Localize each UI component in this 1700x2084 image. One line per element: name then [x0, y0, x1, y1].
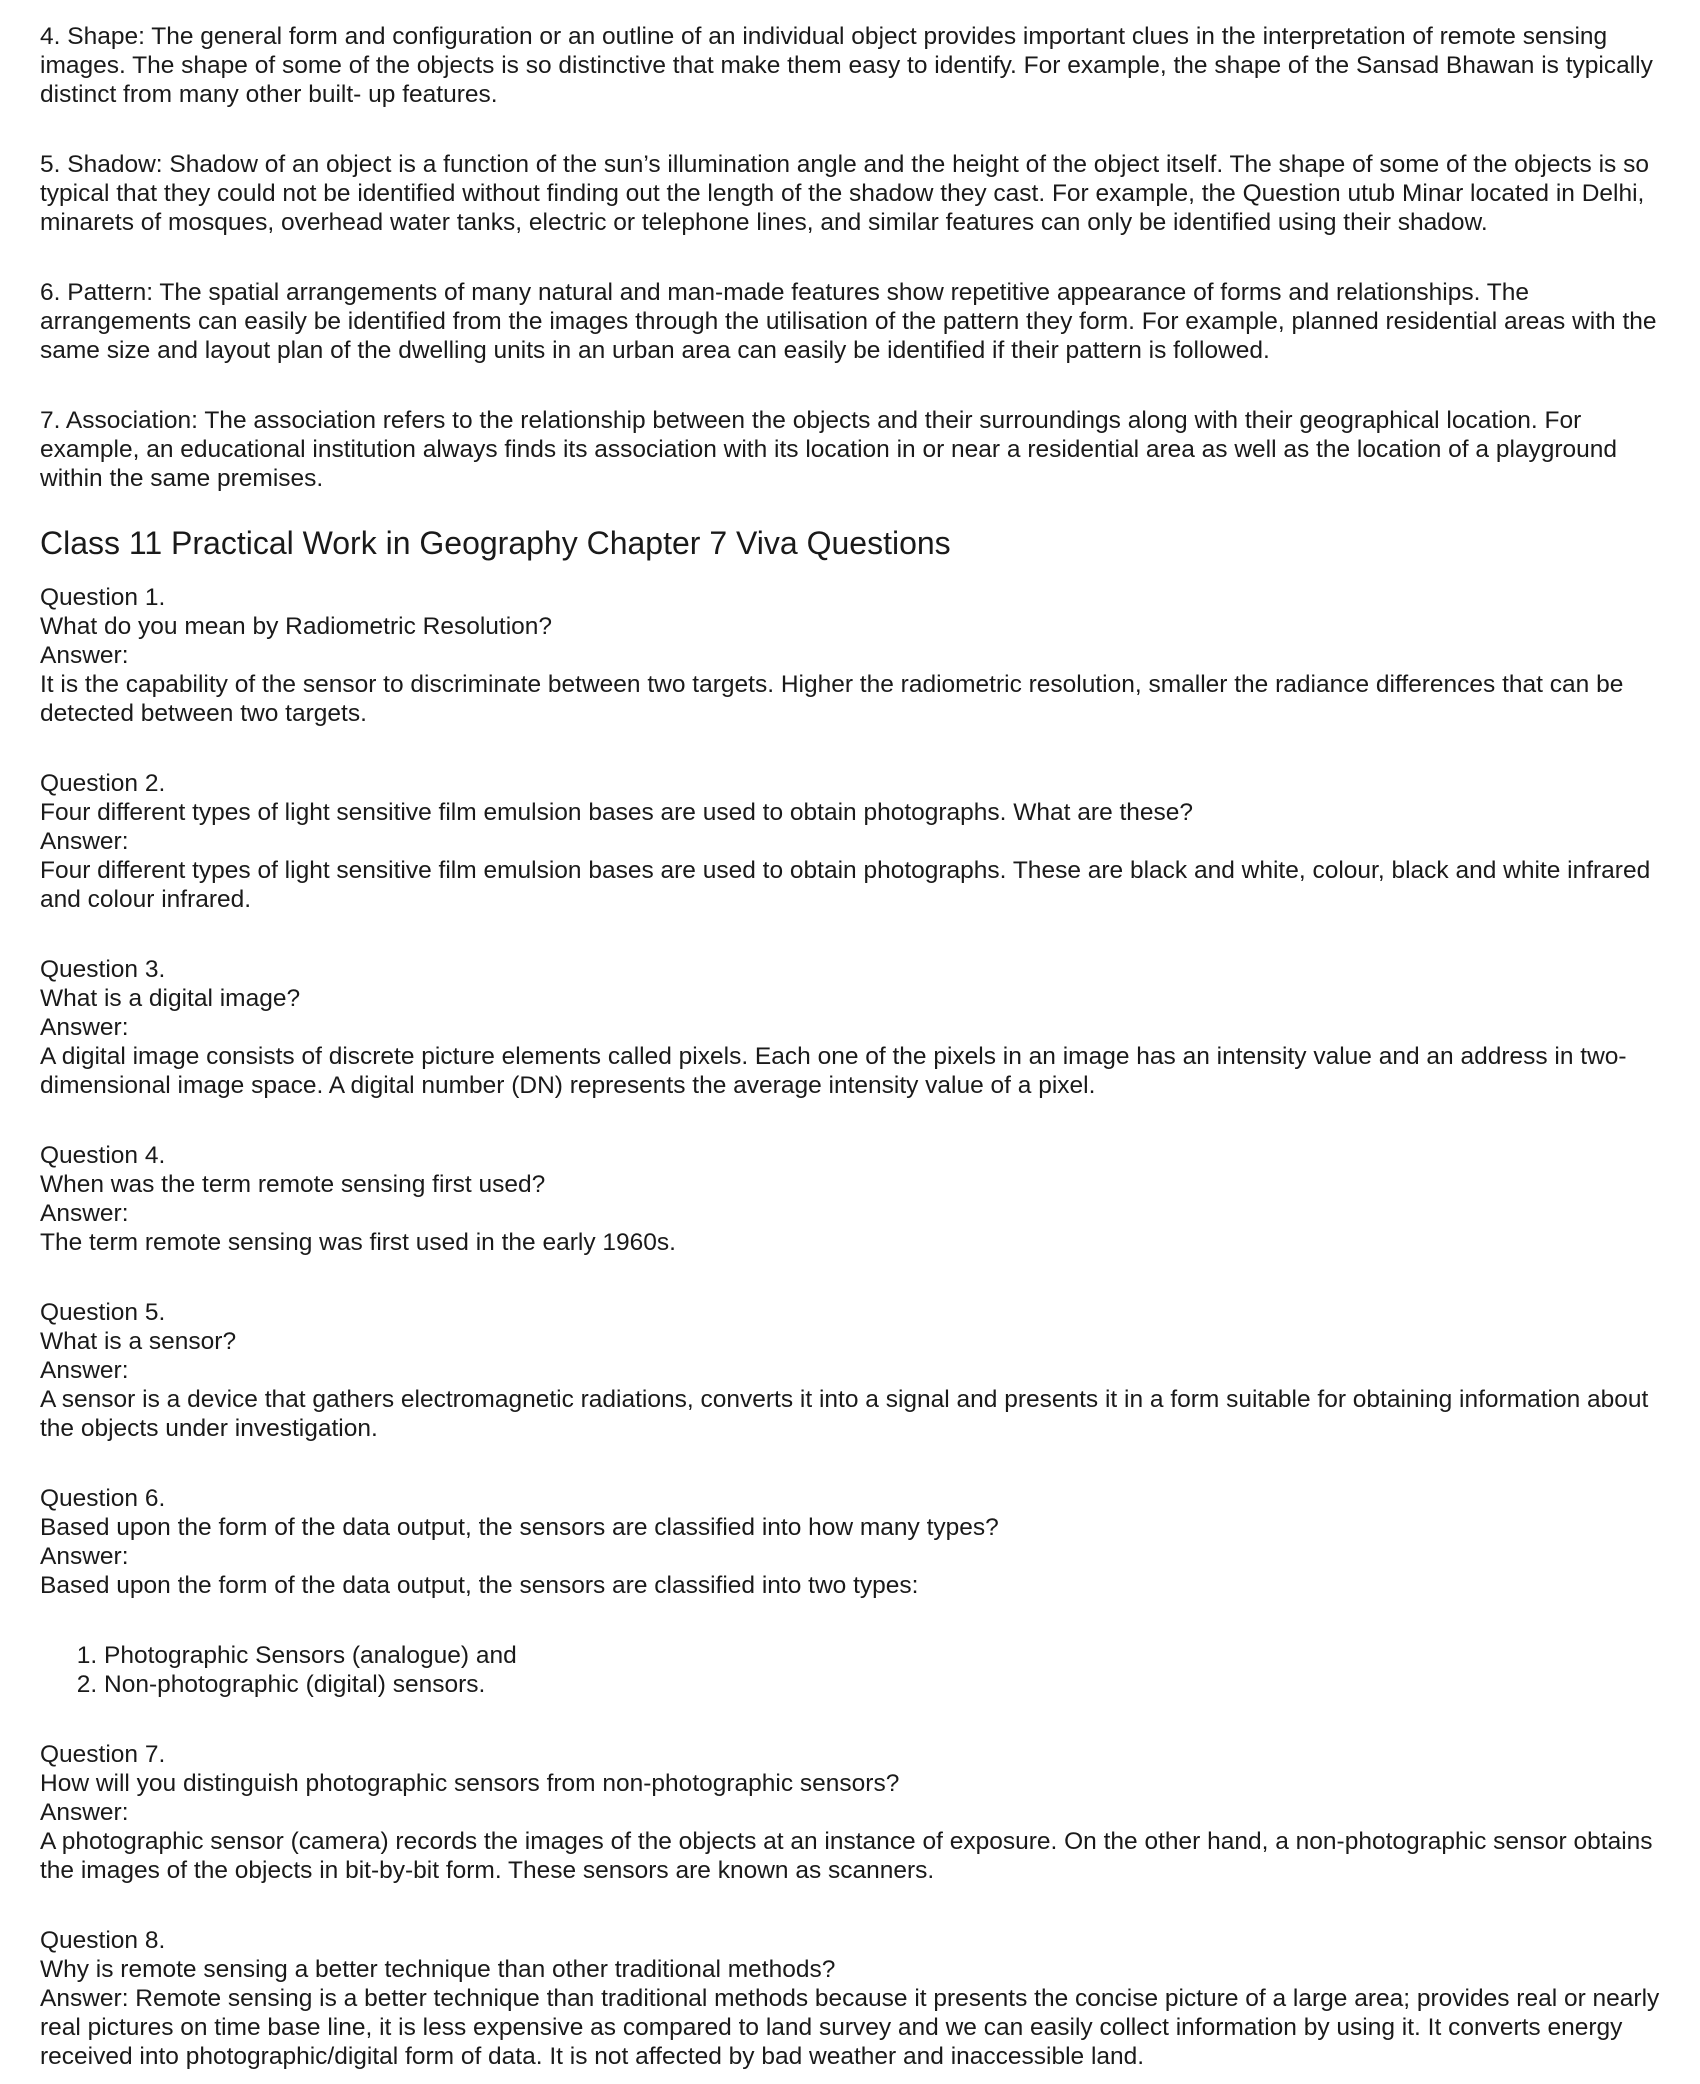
question-text: Four different types of light sensitive film emulsion bases are used to obtain photographs. What are these?	[40, 799, 1194, 826]
question-text: How will you distinguish photographic sensors from non-photographic sensors?	[40, 1770, 900, 1797]
answer-text: Answer: Remote sensing is a better technique than traditional methods because it presents the concise picture of a large area; provides real or nearly real pictures on time base line, it is less expensive as compared to land survey and we can easily collect information by using it. It converts energy received into photographic/digital form of data. It is not affected by bad weather and inaccessible land.	[40, 1985, 1660, 2070]
question-label: Question 1.	[40, 584, 166, 611]
answer-label: Answer:	[40, 1200, 129, 1227]
answer-text: It is the capability of the sensor to discriminate between two targets. Higher the radiometric resolution, smaller the radiance differences that can be detected between two targets.	[40, 671, 1624, 727]
answer-label: Answer:	[40, 1543, 129, 1570]
question-label: Question 2.	[40, 770, 166, 797]
question-text: When was the term remote sensing first used?	[40, 1171, 546, 1198]
answer-text: Based upon the form of the data output, the sensors are classified into two types:	[40, 1572, 919, 1599]
question-block-4	[40, 1141, 1665, 1257]
answer-text: Four different types of light sensitive film emulsion bases are used to obtain photographs. These are black and white, colour, black and white infrared and colour infrared.	[40, 857, 1651, 913]
answer-label: Answer:	[40, 1799, 129, 1826]
question-block-1	[40, 583, 1665, 728]
question-block-3	[40, 955, 1665, 1100]
answer-text: A sensor is a device that gathers electromagnetic radiations, converts it into a signal and presents it in a form suitable for obtaining information about the objects under investigation.	[40, 1386, 1649, 1442]
sensor-types-list	[40, 1641, 1665, 1699]
answer-label: Answer:	[40, 1357, 129, 1384]
question-text: What is a sensor?	[40, 1328, 237, 1355]
question-text: Why is remote sensing a better technique than other traditional methods?	[40, 1956, 836, 1983]
paragraph-shadow: 5. Shadow: Shadow of an object is a function of the sun’s illumination angle and the height of the object itself. The shape of some of the objects is so typical that they could not be identified without finding out the length of the shadow they cast. For example, the Question utub Minar located in Delhi, minarets of mosques, overhead water tanks, electric or telephone lines, and similar features can only be identified using their shadow.	[40, 151, 1649, 236]
question-block-5	[40, 1298, 1665, 1443]
document-page	[40, 22, 1665, 2071]
answer-text: A digital image consists of discrete picture elements called pixels. Each one of the pixels in an image has an intensity value and an address in two-dimensional image space. A digital number (DN) represents the average intensity value of a pixel.	[40, 1043, 1627, 1099]
question-block-7	[40, 1740, 1665, 1885]
list-item: 1. Photographic Sensors (analogue) and	[104, 1641, 1665, 1670]
question-label: Question 5.	[40, 1299, 166, 1326]
paragraph-pattern: 6. Pattern: The spatial arrangements of many natural and man-made features show repetitive appearance of forms and relationships. The arrangements can easily be identified from the images through the utilisation of the pattern they form. For example, planned residential areas with the same size and layout plan of the dwelling units in an urban area can easily be identified if their pattern is followed.	[40, 279, 1657, 364]
question-label: Question 4.	[40, 1142, 166, 1169]
question-label: Question 8.	[40, 1927, 166, 1954]
question-text: What is a digital image?	[40, 985, 301, 1012]
question-block-8	[40, 1926, 1665, 2071]
answer-label: Answer:	[40, 1014, 129, 1041]
question-block-2	[40, 769, 1665, 914]
question-text: Based upon the form of the data output, the sensors are classified into how many types?	[40, 1514, 999, 1541]
answer-text: A photographic sensor (camera) records the images of the objects at an instance of exposure. On the other hand, a non-photographic sensor obtains the images of the objects in bit-by-bit form. These sensors are known as scanners.	[40, 1828, 1653, 1884]
paragraph-shape: 4. Shape: The general form and configuration or an outline of an individual object provides important clues in the interpretation of remote sensing images. The shape of some of the objects is so distinctive that make them easy to identify. For example, the shape of the Sansad Bhawan is typically distinct from many other built- up features.	[40, 23, 1653, 108]
list-item: 2. Non-photographic (digital) sensors.	[104, 1670, 1665, 1699]
question-block-6	[40, 1484, 1665, 1600]
question-text: What do you mean by Radiometric Resolution?	[40, 613, 553, 640]
question-label: Question 7.	[40, 1741, 166, 1768]
paragraph-association: 7. Association: The association refers to the relationship between the objects and their surroundings along with their geographical location. For example, an educational institution always finds its association with its location in or near a residential area as well as the location of a playground within the same premises.	[40, 407, 1618, 492]
answer-label: Answer:	[40, 828, 129, 855]
answer-label: Answer:	[40, 642, 129, 669]
question-label: Question 3.	[40, 956, 166, 983]
answer-text: The term remote sensing was first used in the early 1960s.	[40, 1229, 676, 1256]
section-heading: Class 11 Practical Work in Geography Chapter 7 Viva Questions	[40, 525, 951, 561]
question-label: Question 6.	[40, 1485, 166, 1512]
